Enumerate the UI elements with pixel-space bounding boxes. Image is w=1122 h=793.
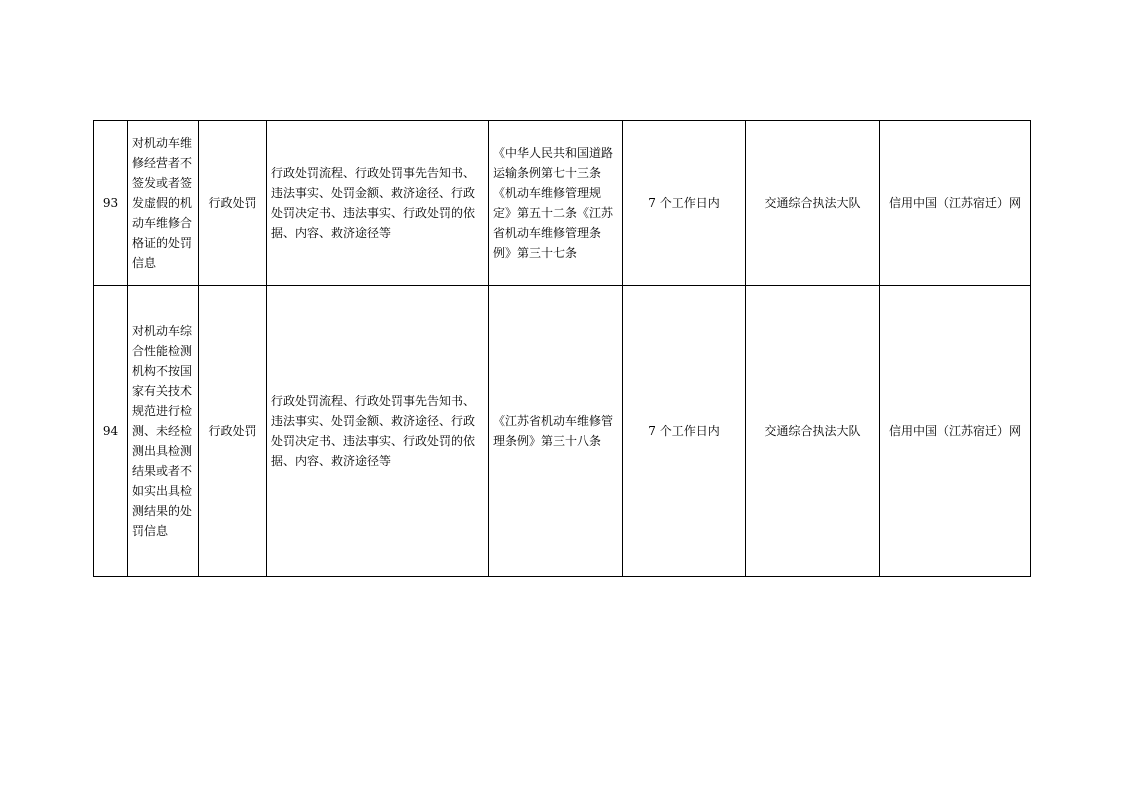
disclosure-content: 行政处罚流程、行政处罚事先告知书、违法事实、处罚金额、救济途径、行政处罚决定书、违法事实、行政处罚的依据、内容、救济途径等 — [267, 286, 489, 577]
disclosure-table — [93, 120, 1031, 577]
time-limit: 7 个工作日内 — [623, 121, 746, 286]
time-limit: 7 个工作日内 — [623, 286, 746, 577]
item-type: 行政处罚 — [199, 121, 267, 286]
disclosure-channel: 信用中国（江苏宿迁）网 — [880, 286, 1031, 577]
row-number: 94 — [94, 286, 128, 577]
table-row — [94, 286, 1031, 577]
responsible-department: 交通综合执法大队 — [746, 286, 880, 577]
row-number: 93 — [94, 121, 128, 286]
table-row — [94, 121, 1031, 286]
legal-basis: 《江苏省机动车维修管理条例》第三十八条 — [489, 286, 623, 577]
item-name: 对机动车综合性能检测机构不按国家有关技术规范进行检测、未经检测出具检测结果或者不如实出具检测结果的处罚信息 — [128, 286, 199, 577]
responsible-department: 交通综合执法大队 — [746, 121, 880, 286]
item-type: 行政处罚 — [199, 286, 267, 577]
disclosure-channel: 信用中国（江苏宿迁）网 — [880, 121, 1031, 286]
disclosure-content: 行政处罚流程、行政处罚事先告知书、违法事实、处罚金额、救济途径、行政处罚决定书、违法事实、行政处罚的依据、内容、救济途径等 — [267, 121, 489, 286]
item-name: 对机动车维修经营者不签发或者签发虚假的机动车维修合格证的处罚信息 — [128, 121, 199, 286]
legal-basis: 《中华人民共和国道路运输条例第七十三条《机动车维修管理规定》第五十二条《江苏省机动车维修管理条例》第三十七条 — [489, 121, 623, 286]
